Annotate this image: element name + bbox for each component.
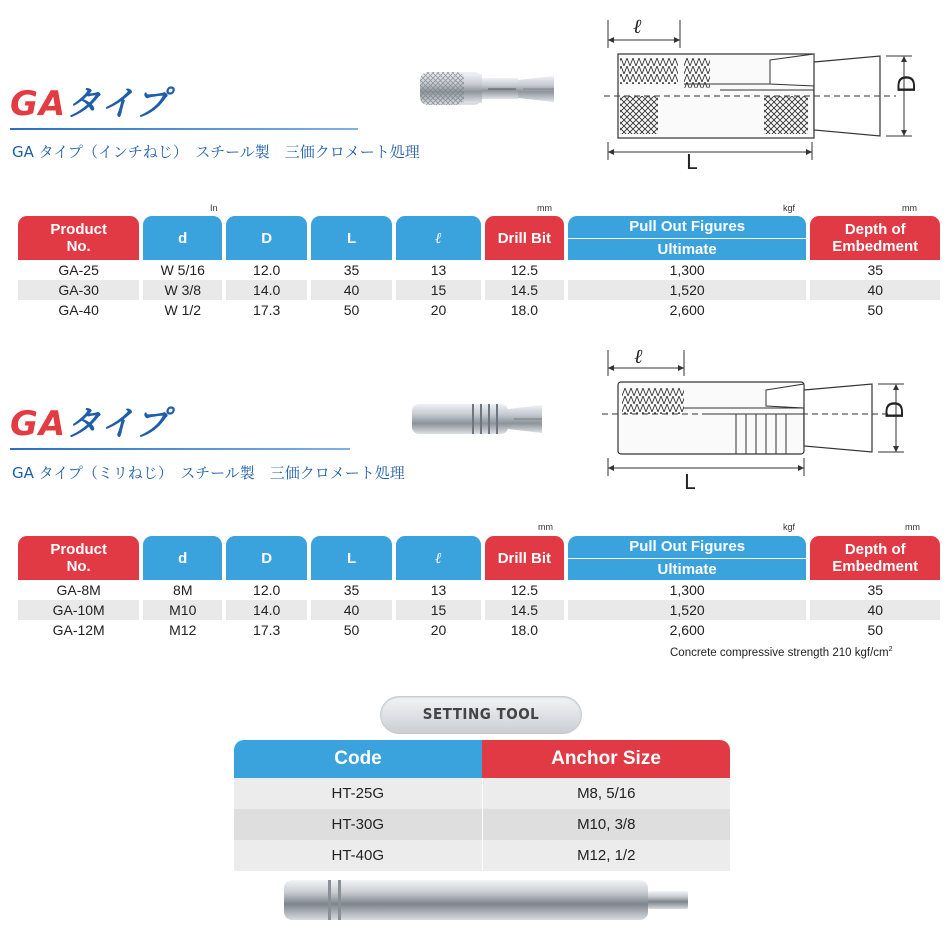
concrete-strength-note: Concrete compressive strength 210 kgf/$cm^2$ bbox=[670, 646, 893, 659]
header-code: Code bbox=[234, 740, 482, 778]
unit-mm: mm bbox=[905, 522, 920, 532]
section2-title-jp: タイプ bbox=[66, 404, 170, 444]
unit-kgf: kgf bbox=[783, 522, 796, 532]
diagram2-label-L: L bbox=[684, 470, 696, 494]
table-row: GA-8M 8M 12.0 35 13 12.5 1,300 35 bbox=[18, 580, 940, 600]
diagram1-label-L: L bbox=[686, 150, 698, 174]
header-l: ℓ bbox=[396, 216, 481, 260]
diagram2-label-l: ℓ bbox=[634, 344, 643, 368]
header-pull-out-figures: Pull Out Figures Ultimate bbox=[568, 536, 807, 580]
unit-mm: mm bbox=[538, 522, 553, 532]
section1-subtitle: GA タイプ（インチねじ） スチール製 三価クロメート処理 bbox=[12, 143, 420, 161]
header-L: L bbox=[311, 536, 392, 580]
header-drill-bit: Drill Bit bbox=[485, 216, 564, 260]
section1-title bbox=[10, 84, 170, 124]
anchor-cross-section-diagram-1 bbox=[600, 18, 920, 180]
header-depth-of-embedment: Depth of Embedment bbox=[810, 536, 940, 580]
header-product-no: Product No. bbox=[18, 536, 139, 580]
spec-table-inch bbox=[18, 216, 940, 320]
section2-title bbox=[10, 404, 170, 444]
table-row: GA-40 W 1/2 17.3 50 20 18.0 2,600 50 bbox=[18, 300, 940, 320]
header-d: d bbox=[143, 216, 222, 260]
table-row: GA-30 W 3/8 14.0 40 15 14.5 1,520 40 bbox=[18, 280, 940, 300]
header-l: ℓ bbox=[396, 536, 481, 580]
table-row: GA-12M M12 17.3 50 20 18.0 2,600 50 bbox=[18, 620, 940, 640]
section2-title-rule bbox=[10, 448, 350, 450]
spec-table-metric bbox=[18, 536, 940, 640]
diagram1-label-D: D bbox=[893, 74, 922, 94]
table-row: GA-10M M10 14.0 40 15 14.5 1,520 40 bbox=[18, 600, 940, 620]
diagram1-label-l: ℓ bbox=[633, 14, 642, 38]
section2-subtitle: GA タイプ（ミリねじ） スチール製 三価クロメート処理 bbox=[12, 464, 405, 482]
anchor-cross-section-diagram-2 bbox=[598, 348, 918, 488]
table-row: HT-25G M8, 5/16 bbox=[234, 778, 730, 809]
header-drill-bit: Drill Bit bbox=[485, 536, 564, 580]
header-pull-out-figures: Pull Out Figures Ultimate bbox=[568, 216, 807, 260]
header-depth-of-embedment: Depth of Embedment bbox=[810, 216, 940, 260]
unit-mm: mm bbox=[537, 203, 552, 213]
table-row: GA-25 W 5/16 12.0 35 13 12.5 1,300 35 bbox=[18, 260, 940, 280]
setting-tool-badge: SETTING TOOL bbox=[380, 696, 582, 734]
unit-in: In bbox=[210, 203, 218, 213]
setting-tool-photo bbox=[280, 878, 692, 922]
section1-title-rule bbox=[10, 128, 358, 130]
header-D: D bbox=[226, 536, 307, 580]
unit-mm: mm bbox=[902, 203, 917, 213]
section1-title-jp: タイプ bbox=[66, 84, 170, 124]
header-L: L bbox=[311, 216, 392, 260]
header-d: d bbox=[143, 536, 222, 580]
header-anchor-size: Anchor Size bbox=[482, 740, 730, 778]
table-row: HT-40G M12, 1/2 bbox=[234, 840, 730, 871]
anchor-photo-grooved bbox=[410, 400, 550, 440]
header-D: D bbox=[226, 216, 307, 260]
diagram2-label-D: D bbox=[881, 400, 910, 420]
table-row: HT-30G M10, 3/8 bbox=[234, 809, 730, 840]
header-product-no: Product No. bbox=[18, 216, 139, 260]
section1-title-ga: GA bbox=[10, 84, 67, 124]
setting-tool-table bbox=[234, 740, 730, 871]
unit-kgf: kgf bbox=[783, 203, 796, 213]
anchor-photo-knurled bbox=[418, 68, 558, 110]
section2-title-ga: GA bbox=[10, 404, 67, 444]
